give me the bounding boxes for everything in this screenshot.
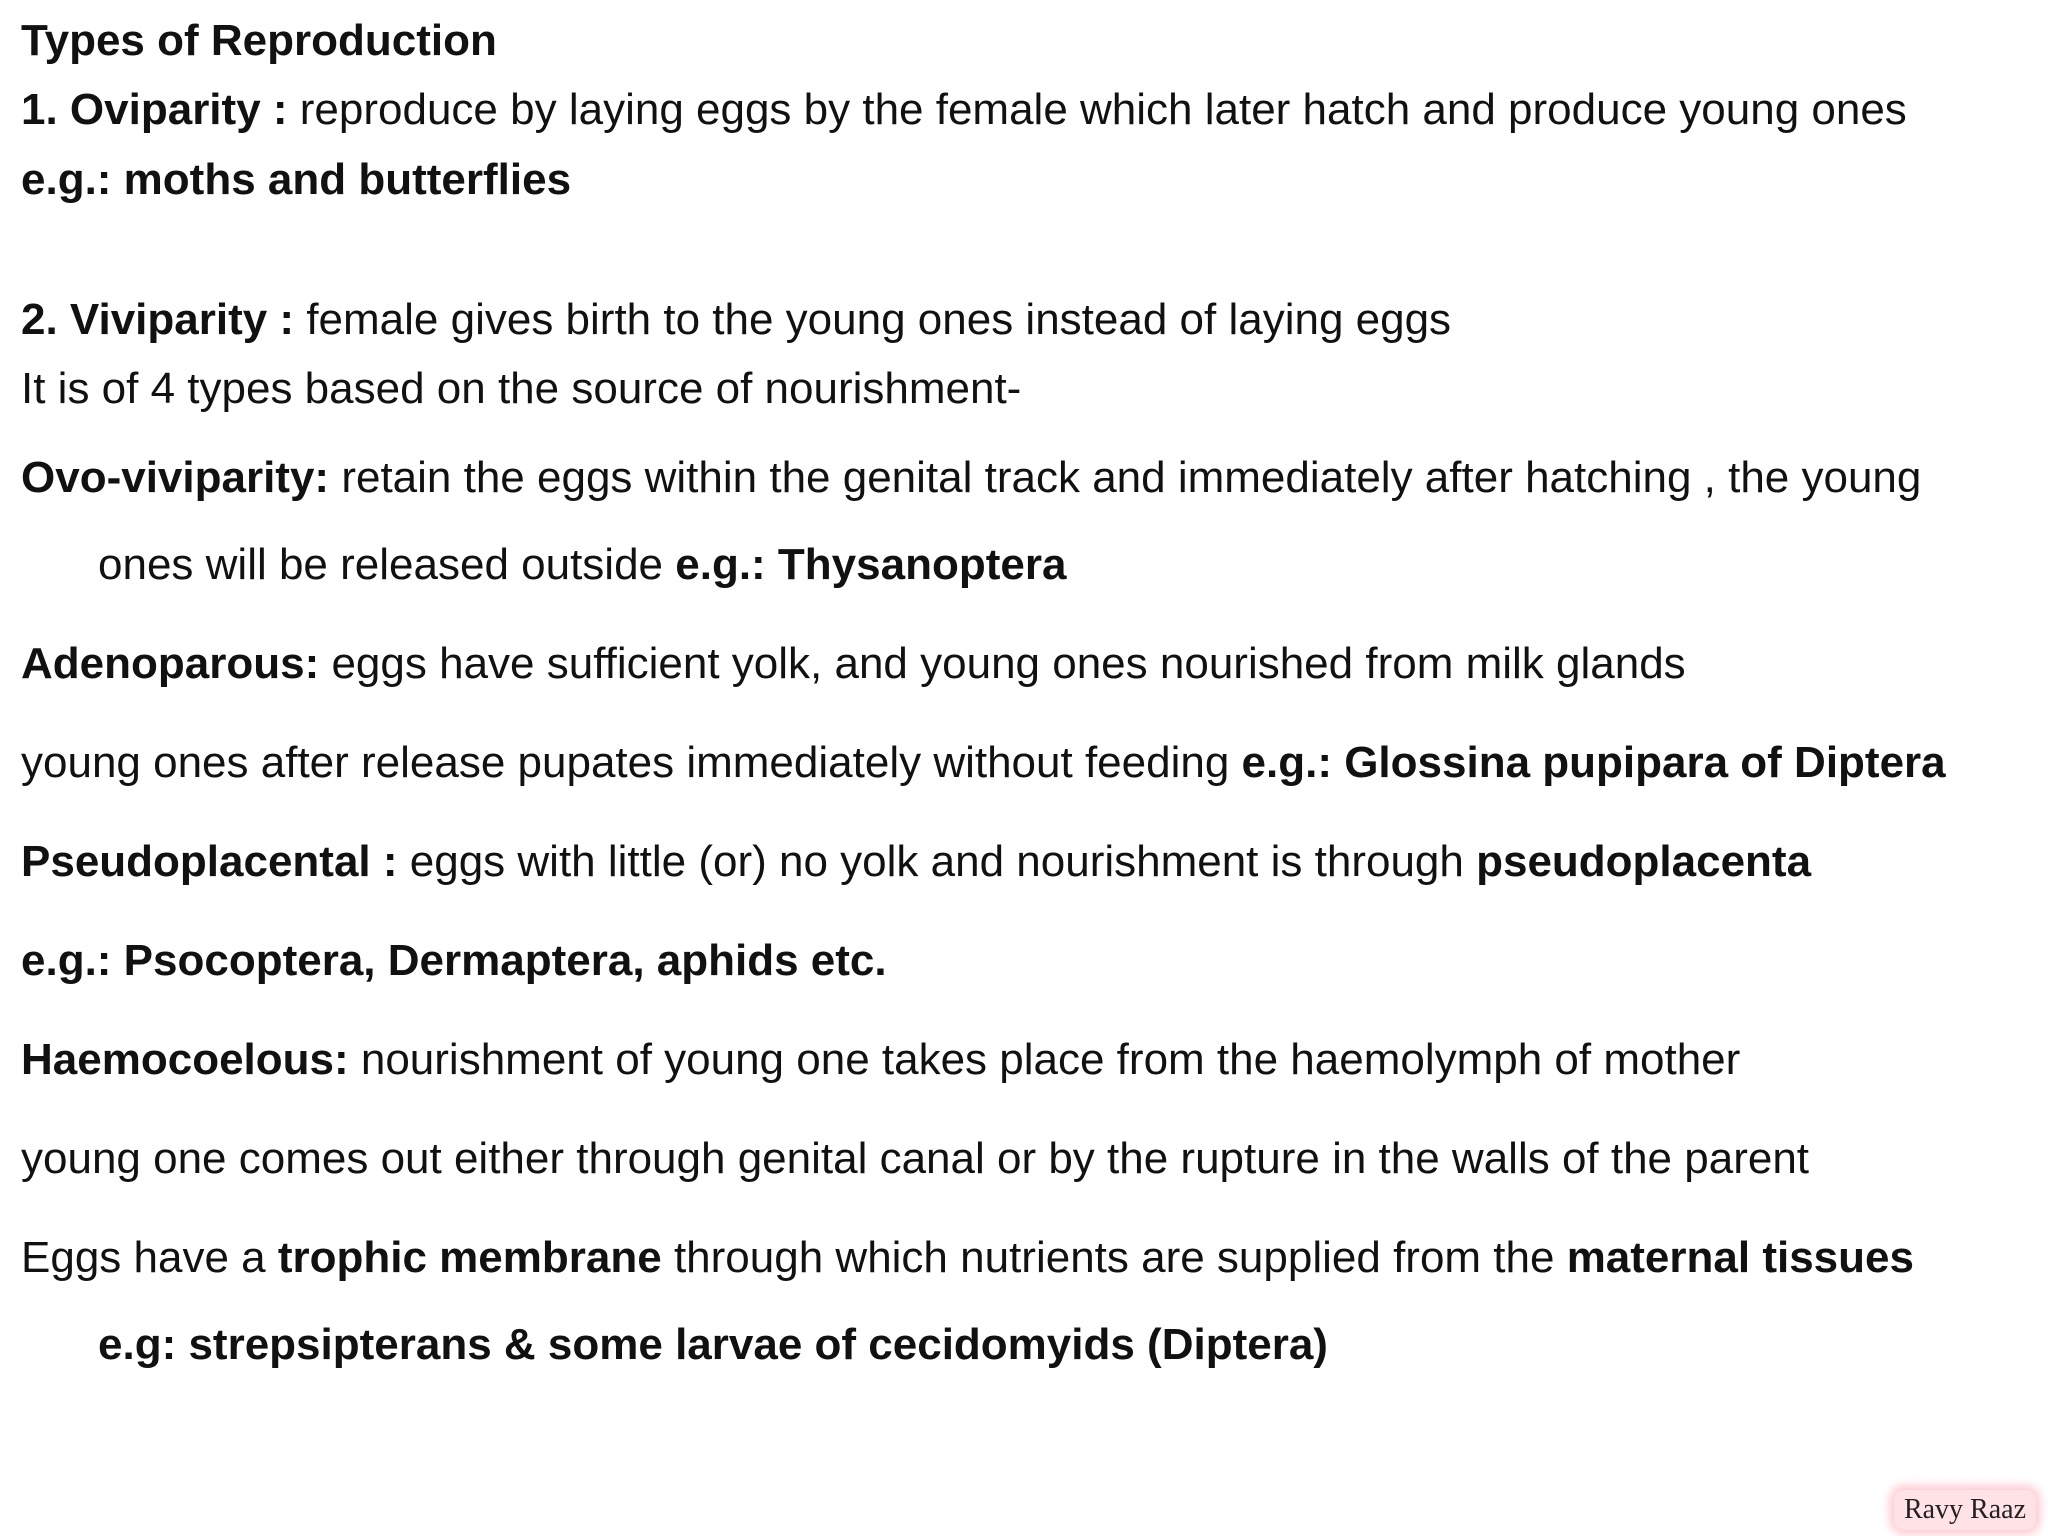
adenoparous-text: eggs have sufficient yolk, and young ones nourished from milk glands [319, 639, 1686, 688]
ovo-viviparity-text: retain the eggs within the genital track and immediately after hatching , the young [329, 453, 1922, 502]
ovo-viviparity-text-2: ones will be released outside [98, 540, 676, 589]
pseudoplacenta-term: pseudoplacenta [1476, 837, 1812, 886]
oviparity-text: reproduce by laying eggs by the female which later hatch and produce young ones [287, 85, 1907, 134]
adenoparous-definition [21, 636, 1686, 692]
haemocoelous-continuation: young one comes out either through genital canal or by the rupture in the walls of the parent [21, 1134, 1810, 1183]
oviparity-definition [21, 82, 1907, 138]
pseudoplacental-text: eggs with little (or) no yolk and nourishment is through [397, 837, 1477, 886]
adenoparous-text-2: young ones after release pupates immediately without feeding [21, 738, 1242, 787]
haemocoelous-text: nourishment of young one takes place from the haemolymph of mother [348, 1035, 1741, 1084]
haemocoelous-definition [21, 1032, 1740, 1088]
pseudoplacental-label: Pseudoplacental : [21, 837, 398, 886]
oviparity-label: 1. Oviparity : [21, 85, 288, 134]
trophic-membrane-term: trophic membrane [277, 1233, 662, 1282]
adenoparous-label: Adenoparous: [21, 639, 320, 688]
adenoparous-example: e.g.: Glossina pupipara of Diptera [1241, 738, 1946, 787]
pseudoplacental-definition [21, 834, 1811, 890]
trophic-text-b: through which nutrients are supplied from the [661, 1233, 1567, 1282]
author-watermark: Ravy Raaz [1894, 1490, 2036, 1530]
viviparity-definition [21, 292, 1451, 348]
pseudoplacental-example: e.g.: Psocoptera, Dermaptera, aphids etc. [21, 936, 887, 985]
page-title: Types of Reproduction [21, 16, 497, 65]
maternal-tissues-term: maternal tissues [1566, 1233, 1914, 1282]
ovo-viviparity-continuation [98, 537, 1066, 593]
oviparity-example: e.g.: moths and butterflies [21, 155, 572, 204]
haemocoelous-label: Haemocoelous: [21, 1035, 349, 1084]
trophic-membrane-line [21, 1230, 1914, 1286]
ovo-viviparity-example: e.g.: Thysanoptera [675, 540, 1067, 589]
trophic-text-a: Eggs have a [21, 1233, 278, 1282]
ovo-viviparity-label: Ovo-viviparity: [21, 453, 330, 502]
viviparity-types-line: It is of 4 types based on the source of nourishment- [21, 364, 1022, 413]
viviparity-label: 2. Viviparity : [21, 295, 295, 344]
adenoparous-continuation [21, 735, 1946, 791]
ovo-viviparity-definition [21, 450, 1921, 506]
haemocoelous-example: e.g: strepsipterans & some larvae of cecidomyids (Diptera) [98, 1320, 1328, 1369]
viviparity-text: female gives birth to the young ones instead of laying eggs [294, 295, 1452, 344]
